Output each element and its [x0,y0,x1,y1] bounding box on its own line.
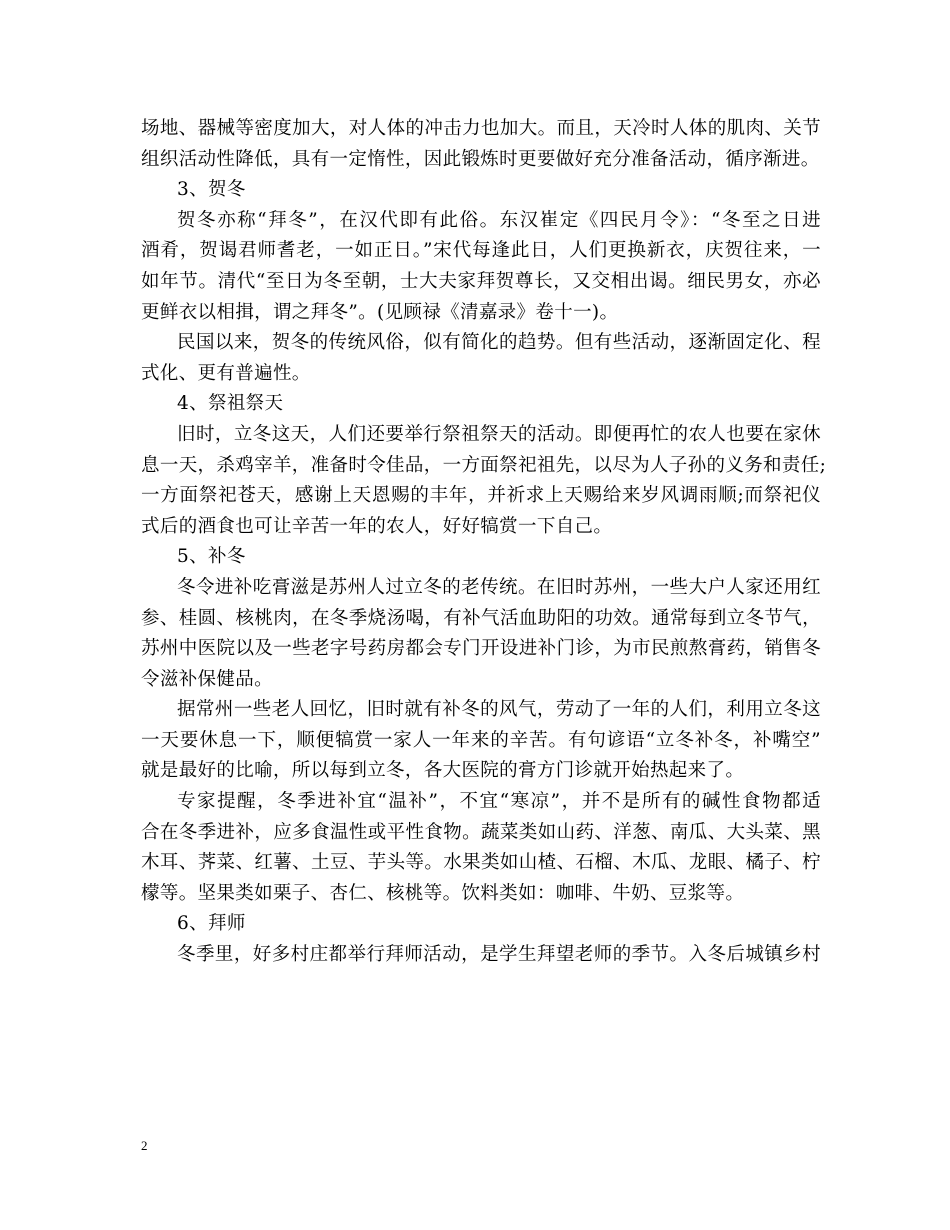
section-heading-bu-dong: 5、补冬 [177,546,246,568]
paragraph-line: 苏州中医院以及一些老字号药房都会专门开设进补门诊，为市民煎熬膏药，销售冬 [141,638,821,660]
paragraph-line: 合在冬季进补，应多食温性或平性食物。蔬菜类如山药、洋葱、南瓜、大头菜、黑 [141,821,821,843]
paragraph-line: 冬季里，好多村庄都举行拜师活动，是学生拜望老师的季节。入冬后城镇乡村 [177,944,821,966]
paragraph-line: 息一天，杀鸡宰羊，准备时令佳品，一方面祭祀祖先，以尽为人子孙的义务和责任; [141,454,827,476]
paragraph-line: 专家提醒，冬季进补宜“温补”，不宜“寒凉”，并不是所有的碱性食物都适 [177,791,821,813]
document-body [141,114,827,971]
section-heading-ji-zu-ji-tian: 4、祭祖祭天 [177,393,284,415]
paragraph-line: 贺冬亦称“拜冬”，在汉代即有此俗。东汉崔定《四民月令》：“冬至之日进 [177,209,821,231]
paragraph-line: 式后的酒食也可让辛苦一年的农人，好好犒赏一下自己。 [141,515,613,537]
paragraph-line: 一天要休息一下，顺便犒赏一家人一年来的辛苦。有句谚语“立冬补冬，补嘴空” [141,729,821,751]
paragraph-line: 一方面祭祀苍天，感谢上天恩赐的丰年，并祈求上天赐给来岁风调雨顺;而祭祀仪 [141,485,821,507]
paragraph-line: 檬等。坚果类如栗子、杏仁、核桃等。饮料类如：咖啡、牛奶、豆浆等。 [141,882,745,904]
paragraph-line: 酒肴，贺谒君师耆老，一如正日。”宋代每逢此日，人们更换新衣，庆贺往来，一 [141,240,821,262]
paragraph-line: 冬令进补吃膏滋是苏州人过立冬的老传统。在旧时苏州，一些大户人家还用红 [177,576,821,598]
paragraph-line: 就是最好的比喻，所以每到立冬，各大医院的膏方门诊就开始热起来了。 [141,760,745,782]
paragraph-line: 令滋补保健品。 [141,668,273,690]
paragraph-line: 旧时，立冬这天，人们还要举行祭祖祭天的活动。即便再忙的农人也要在家休 [177,423,821,445]
section-heading-bai-shi: 6、拜师 [177,913,246,935]
paragraph-line: 更鲜衣以相揖，谓之拜冬”。(见顾禄《清嘉录》卷十一)。 [141,301,619,323]
paragraph-line: 式化、更有普遍性。 [141,362,311,384]
paragraph-line: 木耳、荠菜、红薯、土豆、芋头等。水果类如山楂、石榴、木瓜、龙眼、橘子、柠 [141,852,821,874]
paragraph-line: 参、桂圆、核桃肉，在冬季烧汤喝，有补气活血助阳的功效。通常每到立冬节气， [141,607,821,629]
paragraph-line: 民国以来，贺冬的传统风俗，似有简化的趋势。但有些活动，逐渐固定化、程 [177,332,821,354]
paragraph-line: 组织活动性降低，具有一定惰性，因此锻炼时更要做好充分准备活动，循序渐进。 [141,148,820,170]
paragraph-line: 场地、器械等密度加大，对人体的冲击力也加大。而且，天冷时人体的肌肉、关节 [141,118,821,139]
page-number: 2 [141,1138,148,1153]
paragraph-line: 据常州一些老人回忆，旧时就有补冬的风气，劳动了一年的人们，利用立冬这 [177,699,821,721]
section-heading-he-dong: 3、贺冬 [177,179,246,201]
paragraph-line: 如年节。清代“至日为冬至朝，士大夫家拜贺尊长，又交相出谒。细民男女，亦必 [141,270,821,292]
